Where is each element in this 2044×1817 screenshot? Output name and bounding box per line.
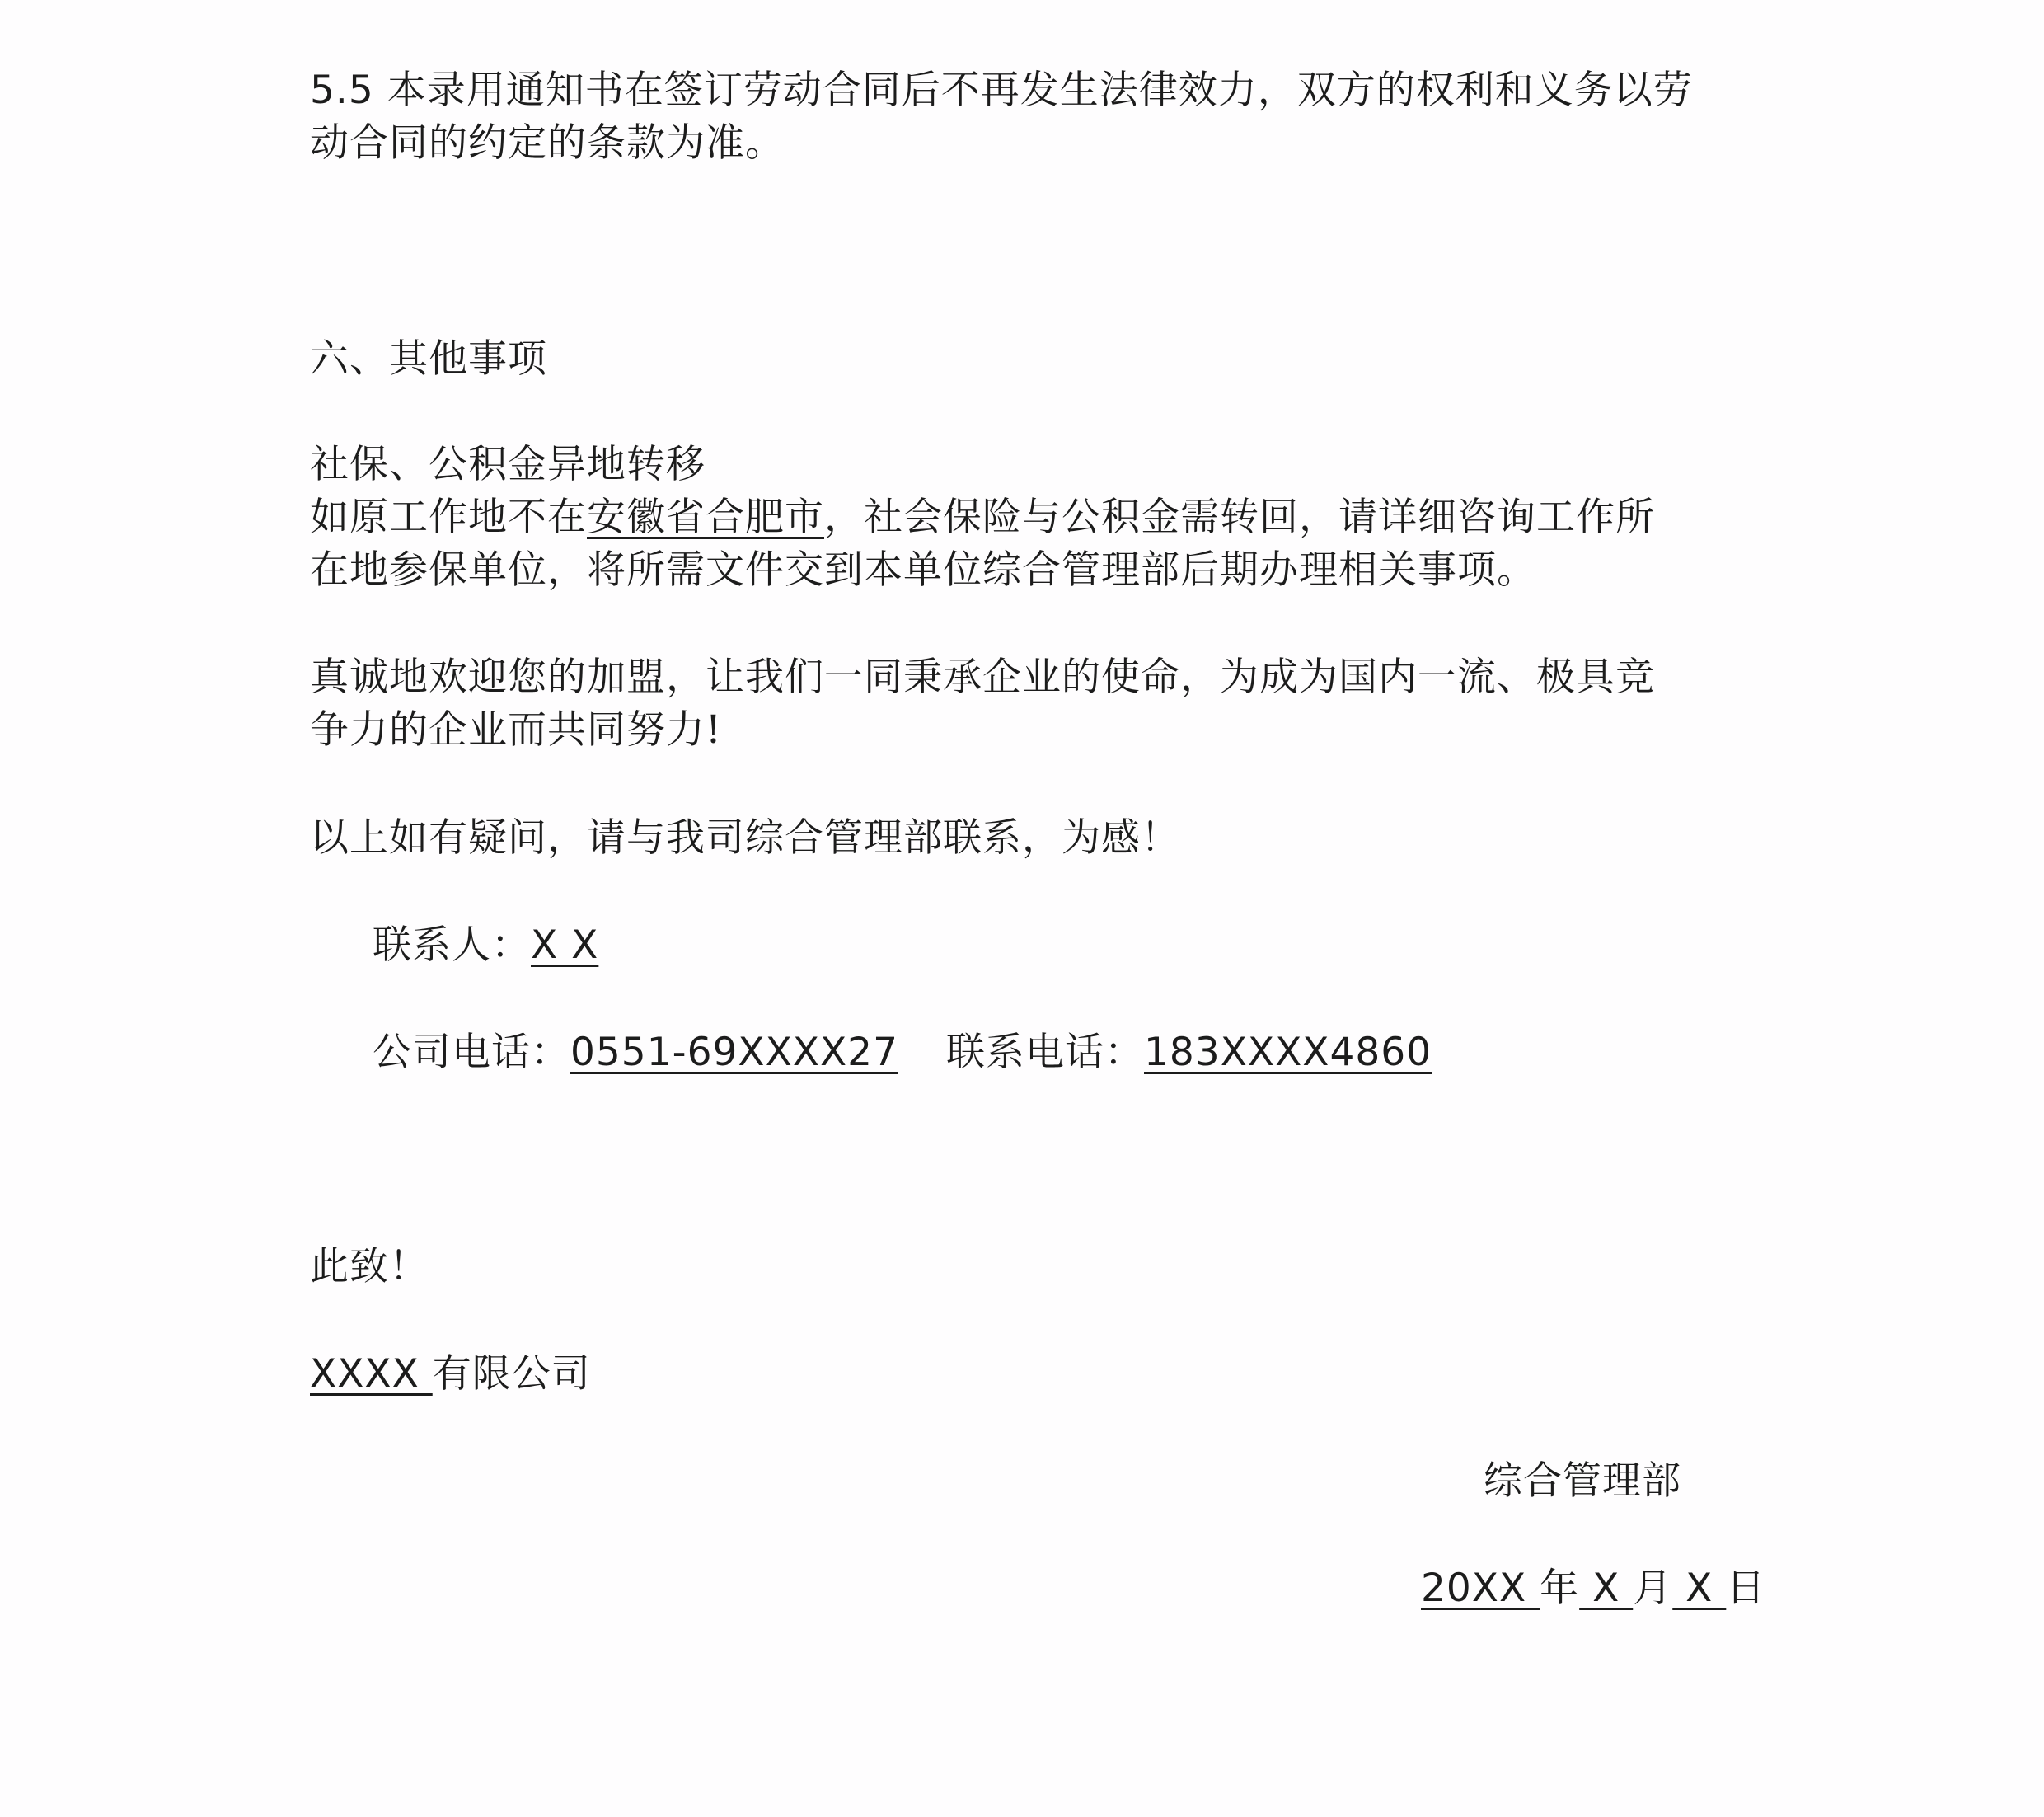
department-signature: 综合管理部 <box>1484 1458 1681 1504</box>
date-month: X <box>1579 1566 1634 1611</box>
contact-person <box>373 919 598 972</box>
transfer-paragraph-line-2: 在地参保单位，将所需文件交到本单位综合管理部后期办理相关事项。 <box>310 547 1536 593</box>
clause-5-5-line-2: 动合同的约定的条款为准。 <box>310 120 785 166</box>
contact-phone-label: 联系电话： <box>946 1030 1144 1075</box>
date-year-suffix: 年 <box>1540 1566 1580 1611</box>
date-day-suffix: 日 <box>1726 1566 1766 1611</box>
welcome-line-2: 争力的企业而共同努力! <box>310 707 722 753</box>
company-phone-label: 公司电话： <box>373 1030 570 1075</box>
location-field: 安徽省合肥市 <box>587 495 824 540</box>
date-month-suffix: 月 <box>1633 1566 1673 1611</box>
contact-note: 以上如有疑问，请与我司综合管理部联系，为感！ <box>310 815 1180 861</box>
clause-5-5-line-1 <box>310 64 1693 117</box>
contact-phone-value: 183XXXX4860 <box>1144 1030 1432 1075</box>
salutation: 此致！ <box>310 1244 429 1289</box>
contact-phone <box>946 1026 1432 1079</box>
clause-text: 本录用通知书在签订劳动合同后不再发生法律效力，双方的权利和义务以劳 <box>373 68 1693 113</box>
company-name-blank: XXXX <box>310 1351 433 1397</box>
date-day: X <box>1672 1566 1727 1611</box>
date-line <box>1421 1562 1765 1615</box>
section-heading: 六、其他事项 <box>310 336 547 382</box>
company-name <box>310 1348 591 1401</box>
date-year: 20XX <box>1421 1566 1540 1611</box>
clause-number: 5.5 <box>310 68 374 113</box>
transfer-suffix: ，社会保险与公积金需转回，请详细咨询工作所 <box>824 495 1655 540</box>
section-subheading: 社保、公积金异地转移 <box>310 442 706 487</box>
contact-person-label: 联系人： <box>373 923 531 968</box>
transfer-prefix: 如原工作地不在 <box>310 495 587 540</box>
company-phone-value: 0551-69XXXX27 <box>570 1030 898 1075</box>
transfer-paragraph-line-1 <box>310 491 1655 544</box>
company-name-suffix: 有限公司 <box>432 1351 591 1397</box>
welcome-line-1: 真诚地欢迎您的加盟，让我们一同秉承企业的使命，为成为国内一流、极具竞 <box>310 655 1655 700</box>
company-phone <box>373 1026 898 1079</box>
contact-person-value: X X <box>531 923 599 968</box>
